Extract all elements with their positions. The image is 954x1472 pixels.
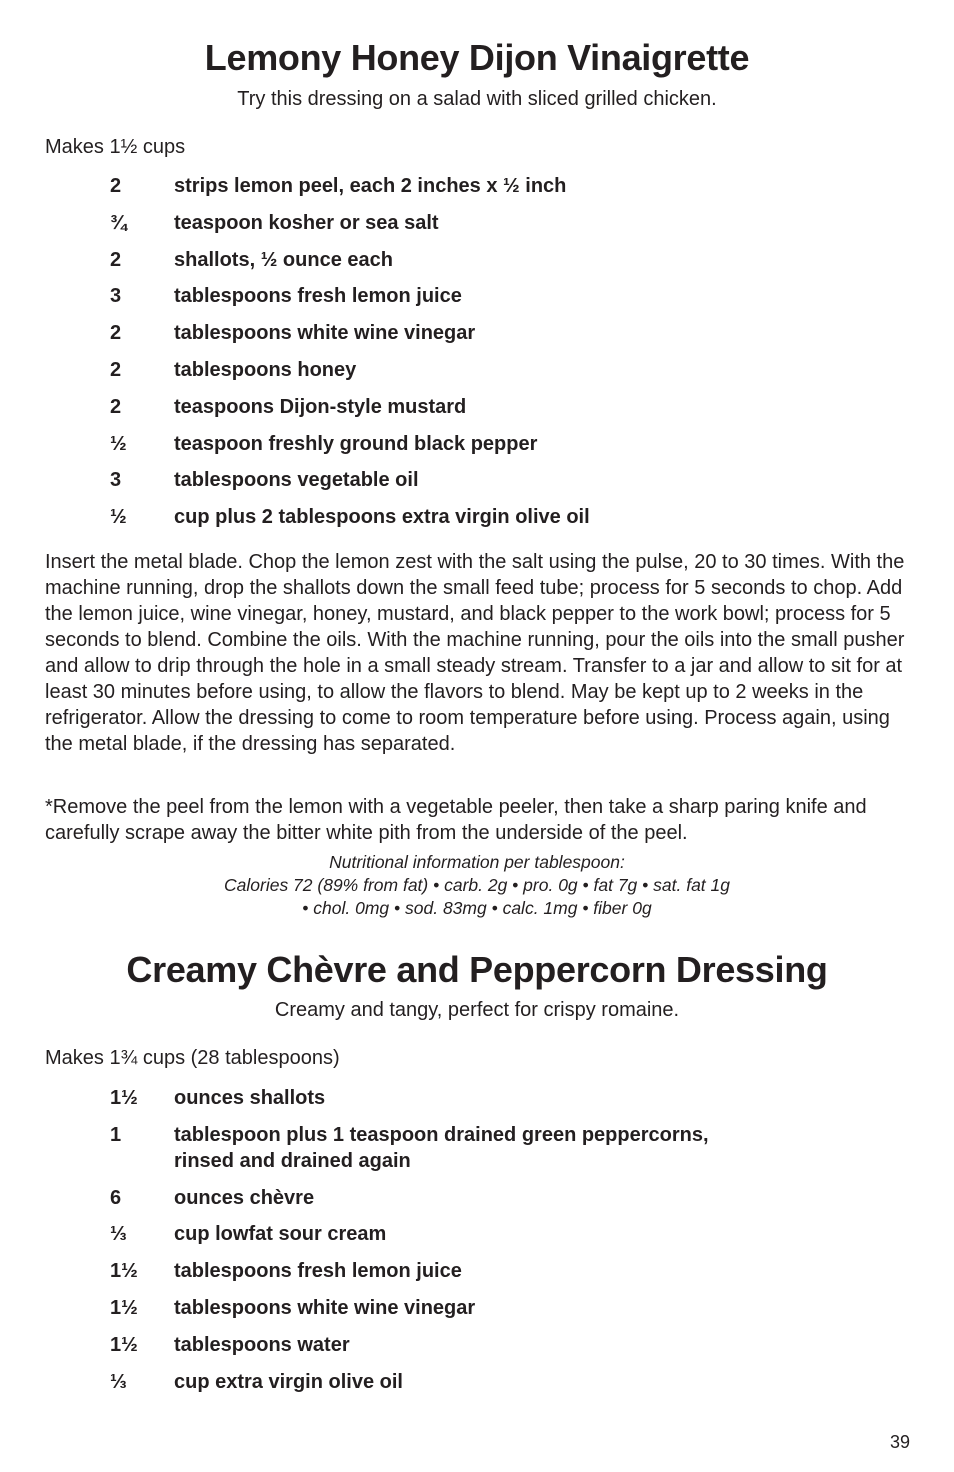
ingredient-text: tablespoons fresh lemon juice [174,285,462,308]
ingredient-qty: 2 [110,175,122,197]
ingredient-qty: 1½ [110,1333,138,1356]
ingredient-qty: 6 [110,1186,122,1209]
ingredient-item [0,173,954,199]
ingredient-text: teaspoons Dijon-style mustard [174,395,467,418]
ingredient-qty: ¾ [110,211,127,234]
ingredient-text: tablespoons fresh lemon juice [174,1260,462,1283]
nutrition-info [0,851,954,920]
ingredient-qty: ⅓ [110,1223,127,1246]
ingredient-item [0,1221,954,1247]
nutrition-line: Calories 72 (89% from fat) • carb. 2g • pro. 0g • fat 7g • sat. fat 1g [224,875,730,895]
ingredient-qty: ½ [110,506,127,529]
ingredient-qty: 2 [110,322,122,345]
ingredient-item [0,283,954,309]
ingredient-text: shallots, ½ ounce each [174,248,393,271]
page-number: 39 [889,1432,910,1452]
recipe-footnote: *Remove the peel from the lemon with a vegetable peeler, then take a sharp paring knife and carefully scrape away the bitter white pith from the underside of the peel. [45,796,867,844]
ingredient-item [0,1258,954,1284]
ingredient-item [0,1122,954,1174]
ingredient-text: tablespoons vegetable oil [174,469,419,492]
ingredient-qty: ⅓ [110,1370,127,1393]
ingredient-item [0,1369,954,1395]
ingredient-qty: 2 [110,395,122,418]
recipe-title: Lemony Honey Dijon Vinaigrette [204,37,750,78]
ingredient-text: cup plus 2 tablespoons extra virgin olive oil [174,506,590,529]
nutrition-line: • chol. 0mg • sod. 83mg • calc. 1mg • fiber 0g [302,898,652,918]
ingredient-qty: 1½ [110,1087,138,1109]
ingredient-qty: 2 [110,358,122,381]
ingredient-text: teaspoon freshly ground black pepper [174,432,538,455]
ingredient-text: tablespoons white wine vinegar [174,322,476,345]
ingredient-text: tablespoon plus 1 teaspoon drained green peppercorns, [174,1123,709,1146]
recipe-directions: Insert the metal blade. Chop the lemon zest with the salt using the pulse, 20 to 30 times. With the machine running, drop the shallots down the small feed tube; process for 5 seconds to chop. Add the lemon juice, wine vinegar, honey, mustard, and black pepper to the work bowl; process for 5 seconds to blend. Combine the oils. With the machine running, pour the oils into the small pusher and allow to drip through the hole in a small steady stream. Transfer to a jar and allow to sit for at least 30 minutes before using, to allow the flavors to blend. May be kept up to 2 weeks in the refrigerator. Allow the dressing to come to room temperature before using. Process again, using the metal blade, if the dressing has separated. [45,551,905,755]
ingredient-text: tablespoons white wine vinegar [174,1296,476,1319]
ingredient-list [0,173,954,541]
ingredient-text: tablespoons water [174,1333,350,1356]
recipe-yield: Makes 1½ cups [45,136,186,158]
ingredient-item [0,1085,954,1111]
recipe-subtitle: Try this dressing on a salad with sliced grilled chicken. [237,88,717,110]
ingredient-text: strips lemon peel, each 2 inches x ½ inch [174,175,567,197]
ingredient-item [0,320,954,346]
ingredient-text-multiline [174,1122,954,1174]
ingredient-qty: 3 [110,285,122,308]
ingredient-text: ounces shallots [174,1087,326,1109]
ingredient-text: teaspoon kosher or sea salt [174,211,439,234]
ingredient-qty: 1 [110,1123,122,1146]
ingredient-text: cup lowfat sour cream [174,1223,387,1246]
ingredient-item [0,1332,954,1358]
nutrition-heading: Nutritional information per tablespoon: [329,852,625,872]
ingredient-qty: 3 [110,469,122,492]
recipe-subtitle: Creamy and tangy, perfect for crispy romaine. [274,999,680,1021]
ingredient-text: tablespoons honey [174,358,357,381]
ingredient-item [0,394,954,420]
ingredient-qty: 1½ [110,1296,138,1319]
ingredient-qty: ½ [110,432,127,455]
ingredient-qty: 2 [110,248,122,271]
recipe-title: Creamy Chèvre and Peppercorn Dressing [126,949,828,990]
ingredient-item [0,1185,954,1211]
ingredient-qty: 1½ [110,1260,138,1283]
ingredient-item [0,431,954,457]
ingredient-item [0,504,954,530]
ingredient-text: ounces chèvre [174,1186,315,1209]
ingredient-list [0,1085,954,1405]
ingredient-item [0,210,954,236]
ingredient-text-continued: rinsed and drained again [174,1149,411,1172]
ingredient-item [0,247,954,273]
ingredient-item [0,467,954,493]
ingredient-item [0,357,954,383]
recipe-yield: Makes 1¾ cups (28 tablespoons) [45,1047,340,1069]
ingredient-text: cup extra virgin olive oil [174,1370,403,1393]
ingredient-item [0,1295,954,1321]
